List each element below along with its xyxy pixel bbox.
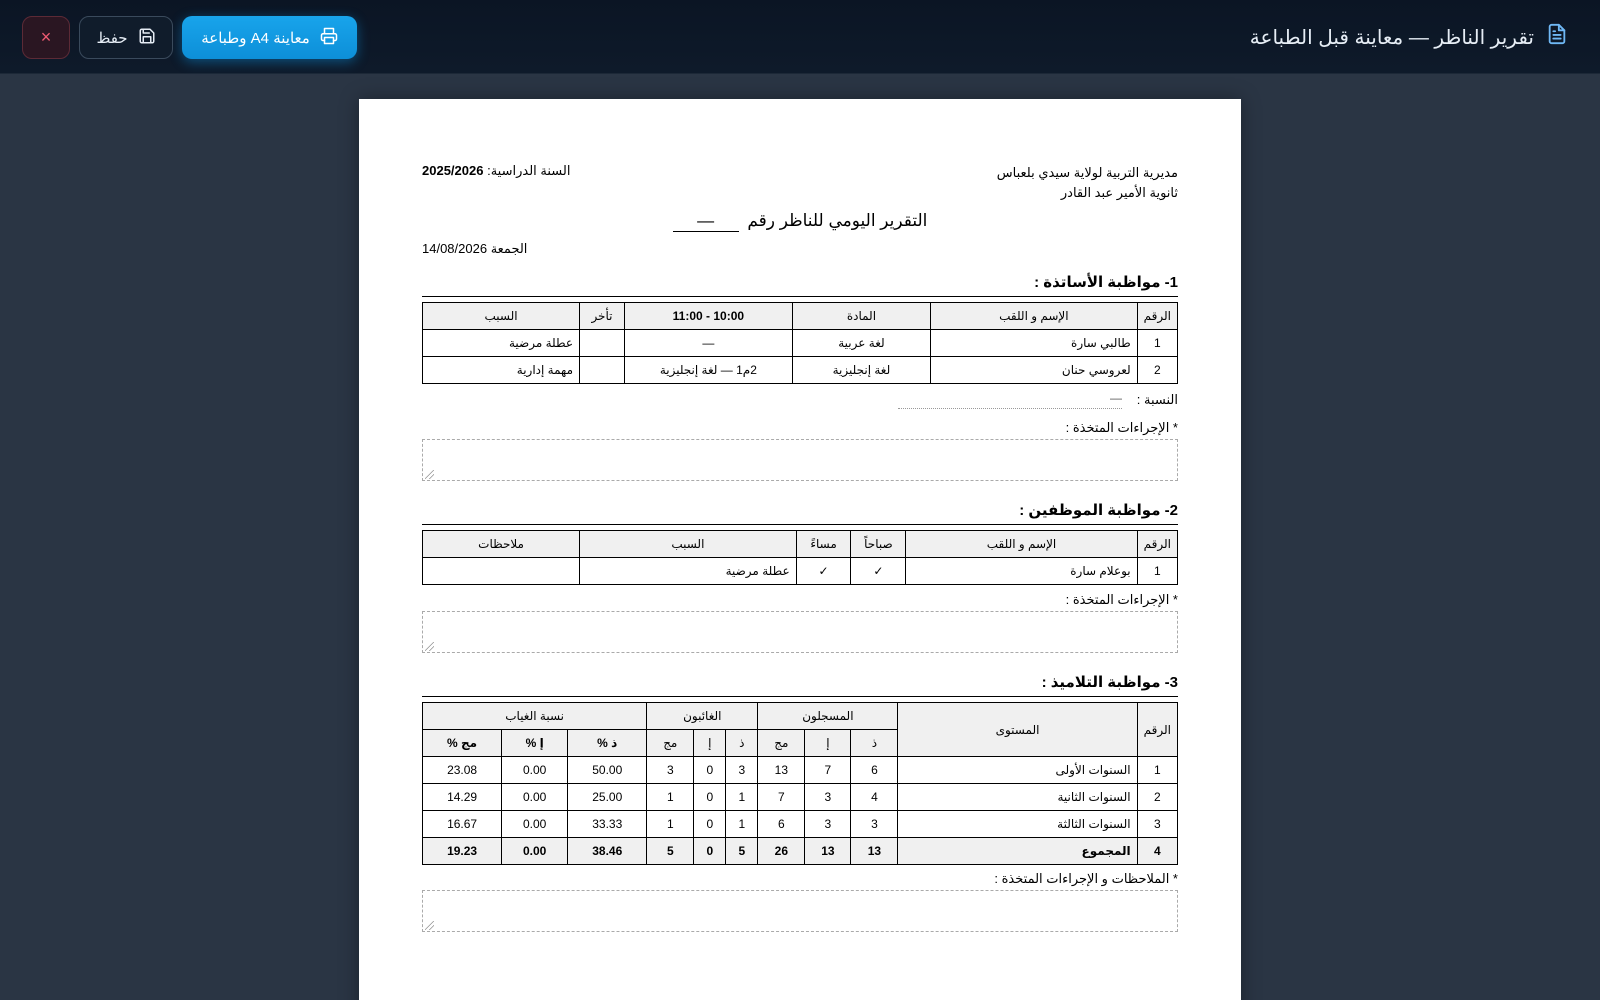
cell: 6: [758, 811, 805, 838]
directorate-name: مديرية التربية لولاية سيدي بلعباس: [996, 165, 1178, 180]
section-staff-title: 2- مواظبة الموظفين :: [422, 501, 1178, 525]
school-year-value: 2025/2026: [422, 163, 484, 178]
table-header-row: [423, 703, 1178, 730]
cell: 0: [694, 838, 726, 865]
cell: ✓: [851, 558, 906, 585]
cell: 3: [647, 757, 694, 784]
col-header: مساءً: [796, 531, 851, 558]
report-header-right: [997, 163, 1178, 203]
cell: 0.00: [502, 811, 568, 838]
cell: طالبي سارة: [931, 330, 1138, 357]
cell: 3: [805, 784, 851, 811]
school-name: ثانوية الأمير عبد القادر: [1060, 185, 1178, 200]
cell: 1: [647, 784, 694, 811]
cell: 1: [726, 811, 758, 838]
col-header: الإسم و اللقب: [906, 531, 1137, 558]
table-row: [423, 357, 1178, 384]
cell: 2: [1137, 357, 1177, 384]
col-header: السبب: [423, 303, 580, 330]
close-button[interactable]: [22, 16, 70, 59]
cell: بوعلام سارة: [906, 558, 1137, 585]
section-students-title: 3- مواظبة التلاميذ :: [422, 673, 1178, 697]
staff-actions-label: * الإجراءات المتخذة :: [1065, 592, 1178, 607]
col-header: الإسم و اللقب: [931, 303, 1138, 330]
cell: 1: [1137, 757, 1177, 784]
cell: 26: [758, 838, 805, 865]
staff-table: [422, 530, 1178, 585]
app-title-text: تقرير الناظر — معاينة قبل الطباعة: [1249, 26, 1534, 49]
cell: مهمة إدارية: [423, 357, 580, 384]
col-header: الرقم: [1137, 303, 1177, 330]
cell: 6: [851, 757, 898, 784]
cell: 13: [758, 757, 805, 784]
table-header-row: [423, 531, 1178, 558]
col-subheader: إ: [805, 730, 851, 757]
cell: —: [624, 330, 792, 357]
cell: 16.67: [423, 811, 502, 838]
teachers-actions-label: * الإجراءات المتخذة :: [1065, 420, 1178, 435]
school-year: [422, 163, 570, 179]
cell: [580, 357, 625, 384]
cell: 1: [647, 811, 694, 838]
col-header: المادة: [792, 303, 930, 330]
cell: 13: [805, 838, 851, 865]
save-button[interactable]: [79, 16, 173, 59]
save-label: حفظ: [96, 29, 128, 47]
col-header: المستوى: [898, 703, 1137, 757]
cell: 0.00: [502, 784, 568, 811]
cell: 7: [805, 757, 851, 784]
cell: 7: [758, 784, 805, 811]
cell: 1: [1137, 558, 1177, 585]
cell: السنوات الثانية: [898, 784, 1137, 811]
col-header: تأخر: [580, 303, 625, 330]
section-teachers-title: 1- مواظبة الأساتذة :: [422, 273, 1178, 297]
cell: ✓: [796, 558, 851, 585]
report-number[interactable]: —: [673, 211, 739, 232]
col-subheader: مج %: [423, 730, 502, 757]
cell: 14.29: [423, 784, 502, 811]
cell: 13: [851, 838, 898, 865]
col-subheader: ذ: [726, 730, 758, 757]
col-subheader: إ: [694, 730, 726, 757]
report-title: [422, 211, 1178, 232]
cell: لغة إنجليزية: [792, 357, 930, 384]
table-header-row: [423, 303, 1178, 330]
students-notes-label: * الملاحظات و الإجراءات المتخذة :: [994, 871, 1178, 886]
cell: 5: [726, 838, 758, 865]
cell: 3: [1137, 811, 1177, 838]
col-subheader: ذ %: [568, 730, 647, 757]
table-row: [423, 558, 1178, 585]
ratio-label: النسبة :: [1136, 392, 1178, 407]
table-row: [423, 784, 1178, 811]
col-group-header: نسبة الغياب: [423, 703, 647, 730]
cell: 23.08: [423, 757, 502, 784]
table-row: [423, 330, 1178, 357]
col-group-header: المسجلون: [758, 703, 898, 730]
cell: [423, 558, 580, 585]
print-preview-button[interactable]: [182, 16, 357, 59]
print-preview-label: معاينة A4 وطباعة: [201, 29, 310, 47]
cell: [580, 330, 625, 357]
cell: 0.00: [502, 757, 568, 784]
save-icon: [138, 27, 156, 49]
ratio-value[interactable]: —: [898, 391, 1122, 409]
report-date: الجمعة 14/08/2026: [422, 241, 528, 256]
cell: 3: [805, 811, 851, 838]
cell: لغة عربية: [792, 330, 930, 357]
table-row: [423, 811, 1178, 838]
close-icon: ×: [40, 27, 52, 47]
cell: 0: [694, 811, 726, 838]
col-subheader: مج: [758, 730, 805, 757]
col-header: الرقم: [1137, 531, 1177, 558]
teachers-actions-textarea[interactable]: [422, 439, 1178, 481]
col-header: الرقم: [1137, 703, 1177, 757]
document-icon: [1546, 23, 1568, 51]
cell: 0.00: [502, 838, 568, 865]
col-subheader: ذ: [851, 730, 898, 757]
cell: عطلة مرضية: [580, 558, 796, 585]
cell: 2م1 — لغة إنجليزية: [624, 357, 792, 384]
cell: 0: [694, 757, 726, 784]
col-header: صباحاً: [851, 531, 906, 558]
report-title-text: التقرير اليومي للناظر رقم: [747, 211, 928, 230]
app-title: [1250, 22, 1568, 52]
cell: السنوات الأولى: [898, 757, 1137, 784]
cell: 19.23: [423, 838, 502, 865]
cell: 25.00: [568, 784, 647, 811]
col-header: السبب: [580, 531, 796, 558]
cell: 3: [851, 811, 898, 838]
report-page: [359, 99, 1241, 1000]
cell: 1: [726, 784, 758, 811]
cell: السنوات الثالثة: [898, 811, 1137, 838]
students-notes-textarea[interactable]: [422, 890, 1178, 932]
col-subheader: إ %: [502, 730, 568, 757]
cell: 1: [1137, 330, 1177, 357]
table-row: [423, 757, 1178, 784]
col-header: 10:00 - 11:00: [624, 303, 792, 330]
resize-handle[interactable]: [425, 642, 434, 651]
teachers-table: [422, 302, 1178, 384]
resize-handle[interactable]: [425, 921, 434, 930]
cell: 3: [726, 757, 758, 784]
cell: 2: [1137, 784, 1177, 811]
cell: 33.33: [568, 811, 647, 838]
table-total-row: [423, 838, 1178, 865]
school-year-label: السنة الدراسية:: [487, 163, 571, 178]
printer-icon: [320, 27, 338, 49]
cell: 50.00: [568, 757, 647, 784]
cell: 0: [694, 784, 726, 811]
col-group-header: الغائبون: [647, 703, 758, 730]
col-subheader: مج: [647, 730, 694, 757]
cell: 4: [851, 784, 898, 811]
top-bar: [0, 0, 1600, 74]
cell: 4: [1137, 838, 1177, 865]
resize-handle[interactable]: [425, 470, 434, 479]
cell: المجموع: [898, 838, 1137, 865]
col-header: ملاحظات: [423, 531, 580, 558]
staff-actions-textarea[interactable]: [422, 611, 1178, 653]
students-table: [422, 702, 1178, 865]
cell: 38.46: [568, 838, 647, 865]
cell: 5: [647, 838, 694, 865]
cell: عطلة مرضية: [423, 330, 580, 357]
cell: لعروسي حنان: [931, 357, 1138, 384]
